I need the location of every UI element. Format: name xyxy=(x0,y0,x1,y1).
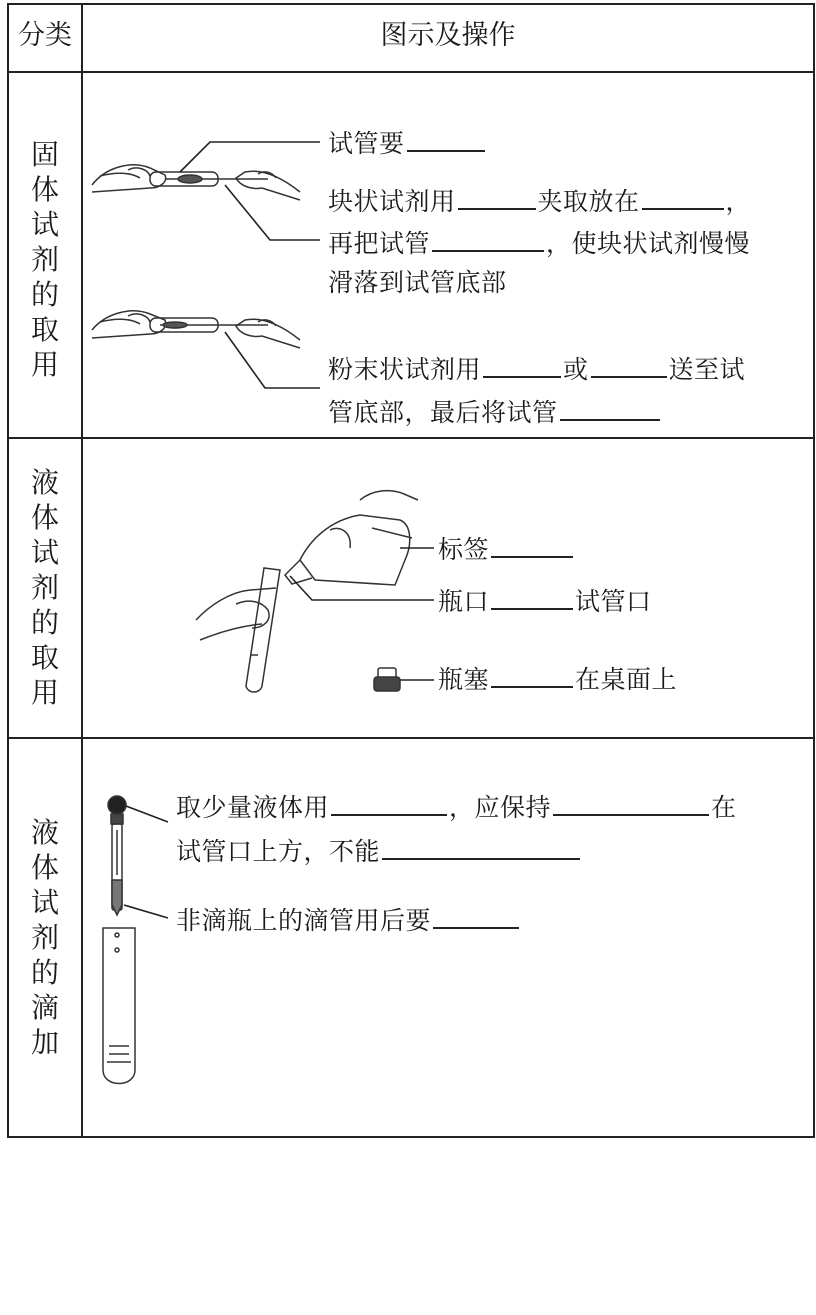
blank xyxy=(491,534,573,558)
drop-line-2: 试管口上方，不能 xyxy=(176,836,582,867)
solid-line-3: 再把试管 ，使块状试剂慢慢 xyxy=(328,229,751,258)
blank xyxy=(458,186,536,210)
solid-line-4: 滑落到试管底部 xyxy=(328,268,507,297)
blank xyxy=(553,792,709,816)
liquid-mouth-line: 瓶口 试管口 xyxy=(438,587,652,616)
blank xyxy=(560,397,660,421)
liquid-label-line: 标签 xyxy=(438,534,575,565)
leader-lines-liquid xyxy=(290,548,434,680)
blank xyxy=(491,664,573,688)
category-solid: 固 体 试 剂 的 取 用 xyxy=(30,138,59,381)
drop-line-3: 非滴瓶上的滴管用后要 xyxy=(176,905,521,936)
leader-line-powder xyxy=(225,332,320,388)
pouring-figure xyxy=(196,491,418,692)
solid-line-6: 管底部，最后将试管 xyxy=(328,397,662,428)
header-category: 分类 xyxy=(18,20,72,51)
dropper-figure xyxy=(103,796,135,1084)
drop-line-1: 取少量液体用 ，应保持 在 xyxy=(176,793,737,822)
header-operation: 图示及操作 xyxy=(380,20,516,51)
blank xyxy=(591,354,667,378)
category-liquid-drop: 液 体 试 剂 的 滴 加 xyxy=(30,816,59,1059)
solid-line-2: 块状试剂用 夹取放在 ， xyxy=(328,187,752,216)
category-liquid-take: 液 体 试 剂 的 取 用 xyxy=(30,466,59,709)
blank xyxy=(331,792,447,816)
blank xyxy=(483,354,561,378)
blank xyxy=(407,128,485,152)
bottle-stopper-figure xyxy=(374,668,400,691)
blank xyxy=(382,836,580,860)
solid-line-1: 试管要 xyxy=(328,128,487,159)
tube-tweezers-figure xyxy=(92,165,300,200)
solid-line-5: 粉末状试剂用 或 送至试 xyxy=(328,355,746,384)
tube-spatula-figure xyxy=(92,311,300,348)
blank xyxy=(642,186,724,210)
blank xyxy=(433,905,519,929)
blank xyxy=(432,228,544,252)
liquid-stopper-line: 瓶塞 在桌面上 xyxy=(438,665,678,694)
blank xyxy=(491,586,573,610)
leader-lines-dropper xyxy=(124,806,168,918)
